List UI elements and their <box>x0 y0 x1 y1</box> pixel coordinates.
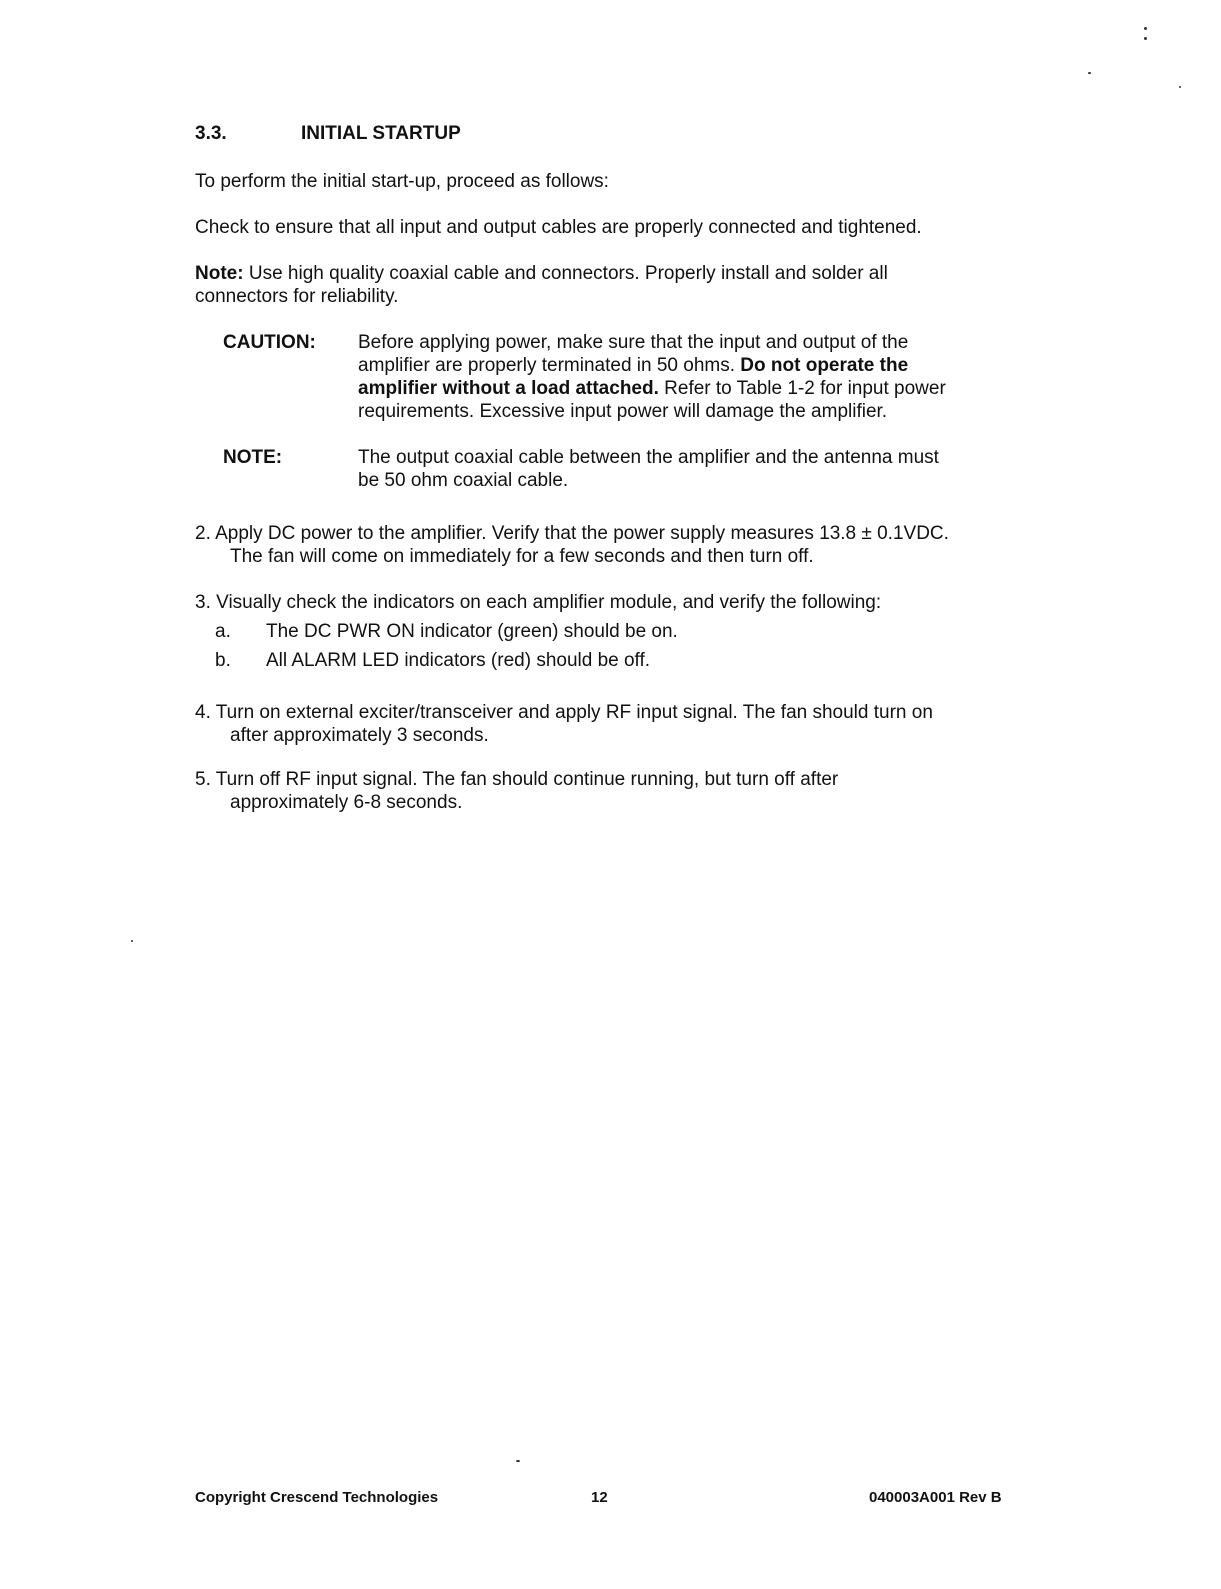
note2-label: NOTE: <box>223 447 283 468</box>
section-number: 3.3. <box>195 123 227 144</box>
footer-page-number: 12 <box>591 1489 608 1506</box>
note-text: Use high quality coaxial cable and connectors. Properly install and solder all connectors for reliability. <box>195 263 888 307</box>
footer-doc-revision: 040003A001 Rev B <box>869 1489 1002 1506</box>
step-2 <box>195 522 1015 568</box>
scan-speck <box>516 1460 520 1462</box>
check-paragraph: Check to ensure that all input and output cables are properly connected and tightened. <box>195 217 922 238</box>
note-label: Note: <box>195 263 244 284</box>
note2-text: The output coaxial cable between the amplifier and the antenna must be 50 ohm coaxial cable. <box>358 447 939 491</box>
step-5 <box>195 768 1015 814</box>
caution-text-part1: Before applying power, make sure that the input and output of the amplifier are properly terminated in 50 ohms. <box>358 332 909 376</box>
scan-speck <box>131 940 133 942</box>
section-title: INITIAL STARTUP <box>301 123 461 144</box>
step-2-line2: The fan will come on immediately for a few seconds and then turn off. <box>230 546 814 567</box>
step-4-line1: 4. Turn on external exciter/transceiver and apply RF input signal. The fan should turn on <box>195 702 933 723</box>
caution-text <box>358 331 958 423</box>
step-3 <box>195 591 1015 614</box>
caution-text-part2: Refer to Table 1-2 for input power requirements. Excessive input power will damage the amplifier. <box>358 378 946 422</box>
caution-label: CAUTION: <box>223 332 316 353</box>
substep-a-letter: a. <box>215 621 231 642</box>
substep-b-text: All ALARM LED indicators (red) should be off. <box>266 650 651 671</box>
scan-speck <box>1144 37 1147 40</box>
step-4-line2: after approximately 3 seconds. <box>230 725 489 746</box>
caution-bold-warning: Do not operate the amplifier without a load attached. <box>358 355 909 399</box>
step-5-line2: approximately 6-8 seconds. <box>230 792 463 813</box>
substep-b-letter: b. <box>215 650 231 671</box>
note-paragraph <box>195 262 975 308</box>
step-4 <box>195 701 1015 747</box>
intro-paragraph: To perform the initial start-up, proceed as follows: <box>195 171 609 192</box>
footer-copyright: Copyright Crescend Technologies <box>195 1489 439 1506</box>
step-3-line1: 3. Visually check the indicators on each amplifier module, and verify the following: <box>195 592 882 613</box>
substep-a-text: The DC PWR ON indicator (green) should be on. <box>266 621 678 642</box>
scan-speck <box>1144 27 1147 30</box>
step-5-line1: 5. Turn off RF input signal. The fan should continue running, but turn off after <box>195 769 839 790</box>
scan-speck <box>1179 86 1181 88</box>
step-2-line1: 2. Apply DC power to the amplifier. Verify that the power supply measures 13.8 ± 0.1VDC. <box>195 523 949 544</box>
scan-speck <box>1088 72 1091 74</box>
